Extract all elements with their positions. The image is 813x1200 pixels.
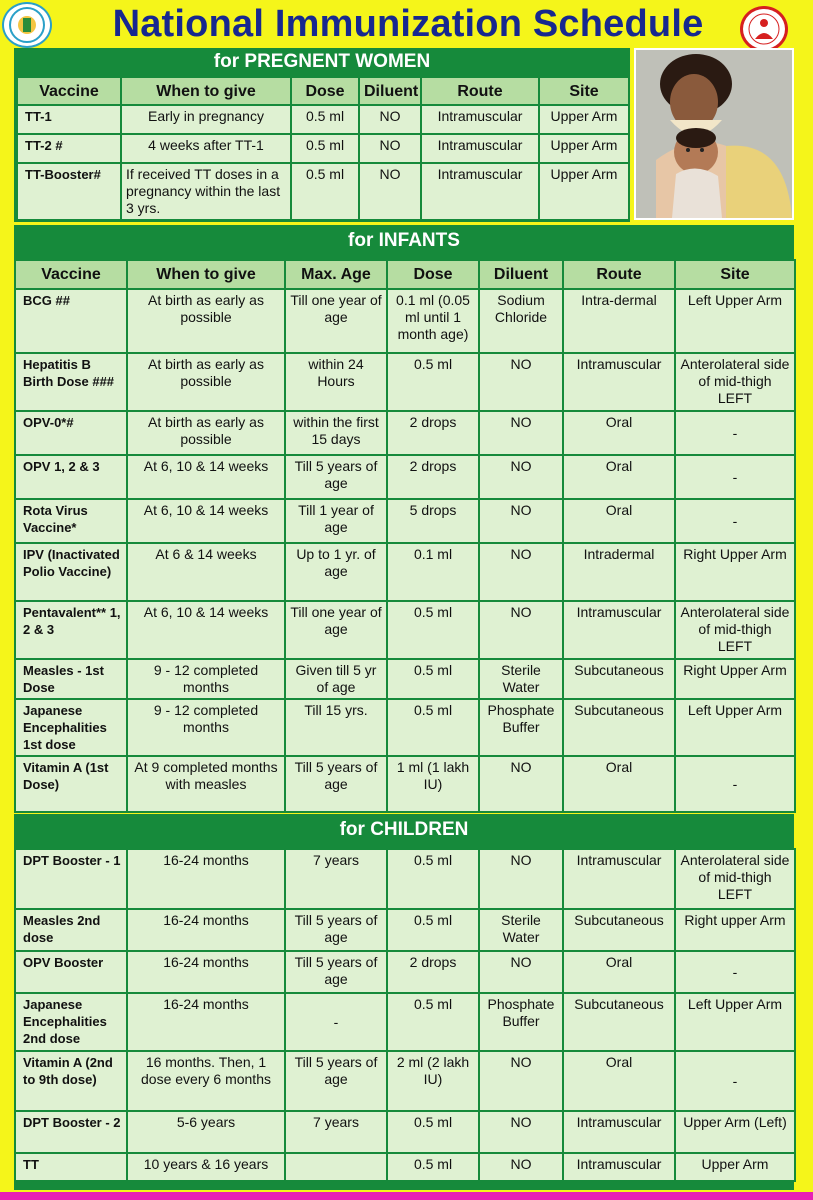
table-cell: - — [675, 756, 795, 812]
table-cell: Up to 1 yr. of age — [285, 543, 387, 601]
table-cell: 16-24 months — [127, 849, 285, 909]
table-cell: 16-24 months — [127, 993, 285, 1051]
table-row — [15, 601, 795, 659]
table-cell: Subcutaneous — [563, 699, 675, 756]
table-cell: Vitamin A (1st Dose) — [15, 756, 127, 812]
table-cell: NO — [359, 105, 421, 134]
table-row — [15, 756, 795, 812]
table-cell: - — [285, 993, 387, 1051]
table-cell: Intramuscular — [563, 1153, 675, 1181]
table-cell: TT — [15, 1153, 127, 1181]
table-row — [15, 543, 795, 601]
table-cell: Intramuscular — [421, 134, 539, 163]
table-cell: Subcutaneous — [563, 659, 675, 699]
section-title-infants: for INFANTS — [348, 230, 460, 251]
table-cell: - — [675, 951, 795, 993]
infants-table — [14, 259, 796, 813]
column-header: Site — [675, 260, 795, 289]
table-cell: Subcutaneous — [563, 909, 675, 951]
table-cell: Intra-dermal — [563, 289, 675, 353]
table-cell: 1 ml (1 lakh IU) — [387, 756, 479, 812]
table-row — [17, 105, 629, 134]
table-cell: 0.5 ml — [387, 659, 479, 699]
table-header-row — [15, 260, 795, 289]
column-header: Route — [563, 260, 675, 289]
column-header: Dose — [291, 77, 359, 105]
table-cell: 9 - 12 completed months — [127, 659, 285, 699]
table-cell: Japanese Encephalities 1st dose — [15, 699, 127, 756]
table-row — [15, 289, 795, 353]
table-cell: Oral — [563, 756, 675, 812]
table-cell: 7 years — [285, 1111, 387, 1153]
table-header-row — [17, 77, 629, 105]
table-cell: Till 5 years of age — [285, 951, 387, 993]
table-cell: Given till 5 yr of age — [285, 659, 387, 699]
table-cell: Pentavalent** 1, 2 & 3 — [15, 601, 127, 659]
table-cell: NO — [359, 163, 421, 220]
table-cell: Till 15 yrs. — [285, 699, 387, 756]
table-row — [15, 993, 795, 1051]
column-header: When to give — [127, 260, 285, 289]
table-cell: OPV-0*# — [15, 411, 127, 455]
table-cell: Oral — [563, 951, 675, 993]
table-cell: If received TT doses in a pregnancy within the last 3 yrs. — [121, 163, 291, 220]
table-cell: NO — [479, 1111, 563, 1153]
table-cell: 4 weeks after TT-1 — [121, 134, 291, 163]
table-row — [15, 455, 795, 499]
table-cell: NO — [479, 1051, 563, 1111]
table-cell: IPV (Inactivated Polio Vaccine) — [15, 543, 127, 601]
table-cell: Right Upper Arm — [675, 543, 795, 601]
table-cell: 0.5 ml — [387, 601, 479, 659]
table-cell: 16-24 months — [127, 909, 285, 951]
table-cell: 0.5 ml — [387, 1111, 479, 1153]
table-cell: Oral — [563, 411, 675, 455]
table-cell: DPT Booster - 1 — [15, 849, 127, 909]
table-cell: Till 5 years of age — [285, 909, 387, 951]
table-cell: Hepatitis B Birth Dose ### — [15, 353, 127, 411]
mother-child-photo — [634, 48, 794, 220]
table-row — [15, 909, 795, 951]
table-cell: NO — [479, 601, 563, 659]
table-cell: Oral — [563, 455, 675, 499]
table-cell: 10 years & 16 years — [127, 1153, 285, 1181]
children-table — [14, 848, 796, 1182]
table-cell: Left Upper Arm — [675, 289, 795, 353]
table-cell: 0.5 ml — [387, 849, 479, 909]
table-cell: 0.1 ml — [387, 543, 479, 601]
table-cell: At birth as early as possible — [127, 353, 285, 411]
table-cell: Till 5 years of age — [285, 756, 387, 812]
pregnant-women-section — [14, 48, 630, 222]
table-cell: At 9 completed months with measles — [127, 756, 285, 812]
column-header: When to give — [121, 77, 291, 105]
table-row — [15, 849, 795, 909]
table-cell: 0.5 ml — [387, 993, 479, 1051]
section-title-children: for CHILDREN — [339, 819, 469, 840]
table-cell: NO — [479, 756, 563, 812]
table-row — [15, 659, 795, 699]
table-cell: Anterolateral side of mid-thigh LEFT — [675, 849, 795, 909]
table-cell: NO — [479, 1153, 563, 1181]
table-cell: 0.5 ml — [291, 105, 359, 134]
table-cell: Anterolateral side of mid-thigh LEFT — [675, 601, 795, 659]
table-cell: Upper Arm — [675, 1153, 795, 1181]
table-cell: Till one year of age — [285, 289, 387, 353]
table-cell: TT-2 # — [17, 134, 121, 163]
table-cell: Intramuscular — [563, 601, 675, 659]
table-cell: 5 drops — [387, 499, 479, 543]
state-emblem-logo — [2, 2, 52, 48]
table-cell: Upper Arm — [539, 134, 629, 163]
table-cell: NO — [479, 543, 563, 601]
column-header: Vaccine — [17, 77, 121, 105]
table-cell: NO — [359, 134, 421, 163]
table-row — [15, 699, 795, 756]
table-cell: TT-1 — [17, 105, 121, 134]
table-cell: 0.5 ml — [291, 134, 359, 163]
table-cell: Right upper Arm — [675, 909, 795, 951]
table-cell: 5-6 years — [127, 1111, 285, 1153]
table-cell: 0.5 ml — [387, 909, 479, 951]
table-cell: - — [675, 499, 795, 543]
table-cell: OPV Booster — [15, 951, 127, 993]
table-row — [15, 1153, 795, 1181]
table-cell: Rota Virus Vaccine* — [15, 499, 127, 543]
column-header: Site — [539, 77, 629, 105]
table-cell: within 24 Hours — [285, 353, 387, 411]
children-section — [14, 814, 794, 1190]
table-row — [15, 499, 795, 543]
table-cell: Intradermal — [563, 543, 675, 601]
table-cell: within the first 15 days — [285, 411, 387, 455]
table-row — [15, 353, 795, 411]
column-header: Route — [421, 77, 539, 105]
table-cell: TT-Booster# — [17, 163, 121, 220]
table-cell: BCG ## — [15, 289, 127, 353]
table-cell: NO — [479, 353, 563, 411]
table-cell: 2 drops — [387, 455, 479, 499]
table-cell: Measles - 1st Dose — [15, 659, 127, 699]
table-cell: 0.5 ml — [387, 699, 479, 756]
column-header: Dose — [387, 260, 479, 289]
bottom-border-strip — [0, 1192, 813, 1200]
table-cell: Phosphate Buffer — [479, 993, 563, 1051]
table-cell: Intramuscular — [563, 849, 675, 909]
table-cell: Intramuscular — [563, 1111, 675, 1153]
table-cell: NO — [479, 849, 563, 909]
table-cell: NO — [479, 499, 563, 543]
table-row — [15, 1111, 795, 1153]
table-cell: Upper Arm — [539, 163, 629, 220]
pregnant-women-table — [16, 76, 630, 221]
table-cell: Early in pregnancy — [121, 105, 291, 134]
table-cell: Vitamin A (2nd to 9th dose) — [15, 1051, 127, 1111]
table-cell: Intramuscular — [563, 353, 675, 411]
table-cell: Till one year of age — [285, 601, 387, 659]
table-cell: Oral — [563, 499, 675, 543]
table-cell: Till 1 year of age — [285, 499, 387, 543]
table-cell: Left Upper Arm — [675, 699, 795, 756]
table-cell: Left Upper Arm — [675, 993, 795, 1051]
table-cell: - — [675, 1051, 795, 1111]
table-cell: 2 drops — [387, 951, 479, 993]
table-row — [15, 1051, 795, 1111]
table-cell: 2 drops — [387, 411, 479, 455]
table-cell: 7 years — [285, 849, 387, 909]
table-cell: At 6, 10 & 14 weeks — [127, 499, 285, 543]
table-cell: OPV 1, 2 & 3 — [15, 455, 127, 499]
table-cell: Upper Arm — [539, 105, 629, 134]
table-cell: 16-24 months — [127, 951, 285, 993]
table-cell: Intramuscular — [421, 163, 539, 220]
table-cell: 16 months. Then, 1 dose every 6 months — [127, 1051, 285, 1111]
table-cell: - — [675, 455, 795, 499]
column-header: Max. Age — [285, 260, 387, 289]
table-cell: Subcutaneous — [563, 993, 675, 1051]
table-cell: Japanese Encephalities 2nd dose — [15, 993, 127, 1051]
table-cell: 0.5 ml — [387, 1153, 479, 1181]
table-cell: Till 5 years of age — [285, 1051, 387, 1111]
table-cell: Sodium Chloride — [479, 289, 563, 353]
table-cell: DPT Booster - 2 — [15, 1111, 127, 1153]
table-cell — [285, 1153, 387, 1181]
column-header: Diluent — [479, 260, 563, 289]
table-row — [15, 411, 795, 455]
table-cell: 0.5 ml — [291, 163, 359, 220]
table-cell: NO — [479, 411, 563, 455]
table-cell: Measles 2nd dose — [15, 909, 127, 951]
table-cell: NO — [479, 951, 563, 993]
table-cell: 9 - 12 completed months — [127, 699, 285, 756]
table-cell: Right Upper Arm — [675, 659, 795, 699]
national-health-mission-logo — [740, 6, 788, 52]
table-cell: 0.1 ml (0.05 ml until 1 month age) — [387, 289, 479, 353]
table-cell: At 6, 10 & 14 weeks — [127, 455, 285, 499]
table-row — [15, 951, 795, 993]
table-cell: Oral — [563, 1051, 675, 1111]
table-cell: Anterolateral side of mid-thigh LEFT — [675, 353, 795, 411]
table-row — [17, 134, 629, 163]
table-cell: Intramuscular — [421, 105, 539, 134]
table-cell: - — [675, 411, 795, 455]
column-header: Vaccine — [15, 260, 127, 289]
table-cell: 2 ml (2 lakh IU) — [387, 1051, 479, 1111]
table-cell: Upper Arm (Left) — [675, 1111, 795, 1153]
table-cell: At 6 & 14 weeks — [127, 543, 285, 601]
table-cell: At 6, 10 & 14 weeks — [127, 601, 285, 659]
table-row — [17, 163, 629, 220]
table-cell: Sterile Water — [479, 909, 563, 951]
page-title: National Immunization Schedule — [112, 3, 704, 45]
table-cell: Sterile Water — [479, 659, 563, 699]
table-cell: NO — [479, 455, 563, 499]
table-cell: Phosphate Buffer — [479, 699, 563, 756]
table-cell: 0.5 ml — [387, 353, 479, 411]
table-cell: Till 5 years of age — [285, 455, 387, 499]
section-title-pregnant: for PREGNENT WOMEN — [213, 51, 431, 72]
infants-section — [14, 225, 794, 813]
table-cell: At birth as early as possible — [127, 411, 285, 455]
table-cell: At birth as early as possible — [127, 289, 285, 353]
column-header: Diluent — [359, 77, 421, 105]
